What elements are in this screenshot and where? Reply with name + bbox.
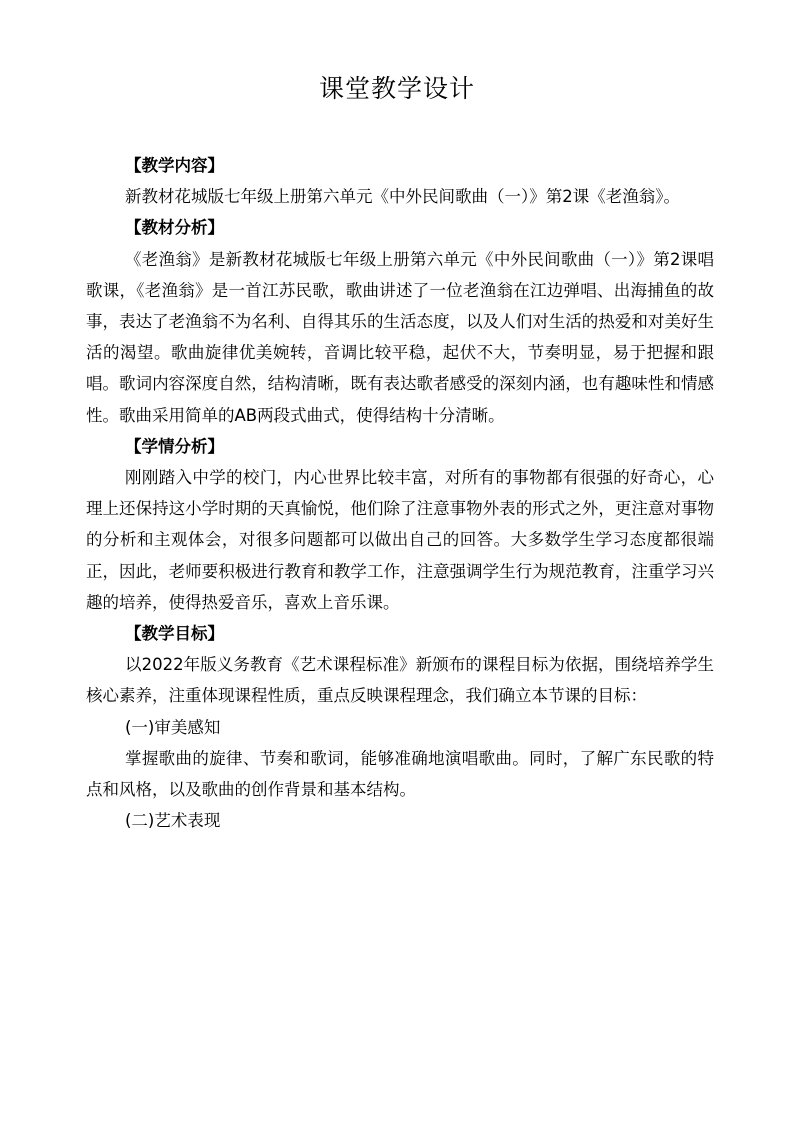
goal-label-artistic-expression: (二)艺术表现 — [125, 811, 221, 831]
section-heading-material-analysis: 【教材分析】 — [125, 218, 224, 238]
section-heading-teaching-content: 【教学内容】 — [125, 156, 224, 175]
section-heading-student-analysis: 【学情分析】 — [125, 436, 224, 456]
section-heading-teaching-goals: 【教学目标】 — [125, 624, 224, 644]
paragraph-student-analysis: 刚刚踏入中学的校门，内心世界比较丰富，对所有的事物都有很强的好奇心，心理上还保持这小学时期的天真愉悦，他们除了注意事物外表的形式之外，更注意对事物的分析和主观体会，对很多问题都可以做出自己的回答。大多数学生学习态度都很端正，因此，老师要积极进行教育和教学工作，注意强调学生行为规范教育，注重学习兴趣的培养，使得热爱音乐，喜欢上音乐课。 — [86, 468, 714, 612]
paragraph-material-analysis: 《老渔翁》是新教材花城版七年级上册第六单元《中外民间歌曲（一）》第2课唱歌课，《老渔翁》是一首江苏民歌，歌曲讲述了一位老渔翁在江边弹唱、出海捕鱼的故事，表达了老渔翁不为名利、自得其乐的生活态度，以及人们对生活的热爱和对美好生活的渴望。歌曲旋律优美婉转，音调比较平稳，起伏不大，节奏明显，易于把握和跟唱。歌词内容深度自然，结构清晰，既有表达歌者感受的深刻内涵，也有趣味性和情感性。歌曲采用简单的AB两段式曲式，使得结构十分清晰。 — [86, 249, 714, 425]
paragraph-teaching-goals: 以2022年版义务教育《艺术课程标准》新颁布的课程目标为依据，围绕培养学生核心素养，注重体现课程性质，重点反映课程理念，我们确立本节课的目标： — [86, 655, 714, 706]
document-body — [86, 150, 714, 836]
paragraph-aesthetic-perception: 掌握歌曲的旋律、节奏和歌词，能够准确地演唱歌曲。同时，了解广东民歌的特点和风格，以及歌曲的创作背景和基本结构。 — [86, 748, 714, 800]
paragraph-teaching-content: 新教材花城版七年级上册第六单元《中外民间歌曲（一）》第2课《老渔翁》。 — [125, 187, 680, 207]
goal-label-aesthetic-perception: (一)审美感知 — [125, 717, 221, 737]
page-title: 课堂教学设计 — [318, 74, 475, 103]
